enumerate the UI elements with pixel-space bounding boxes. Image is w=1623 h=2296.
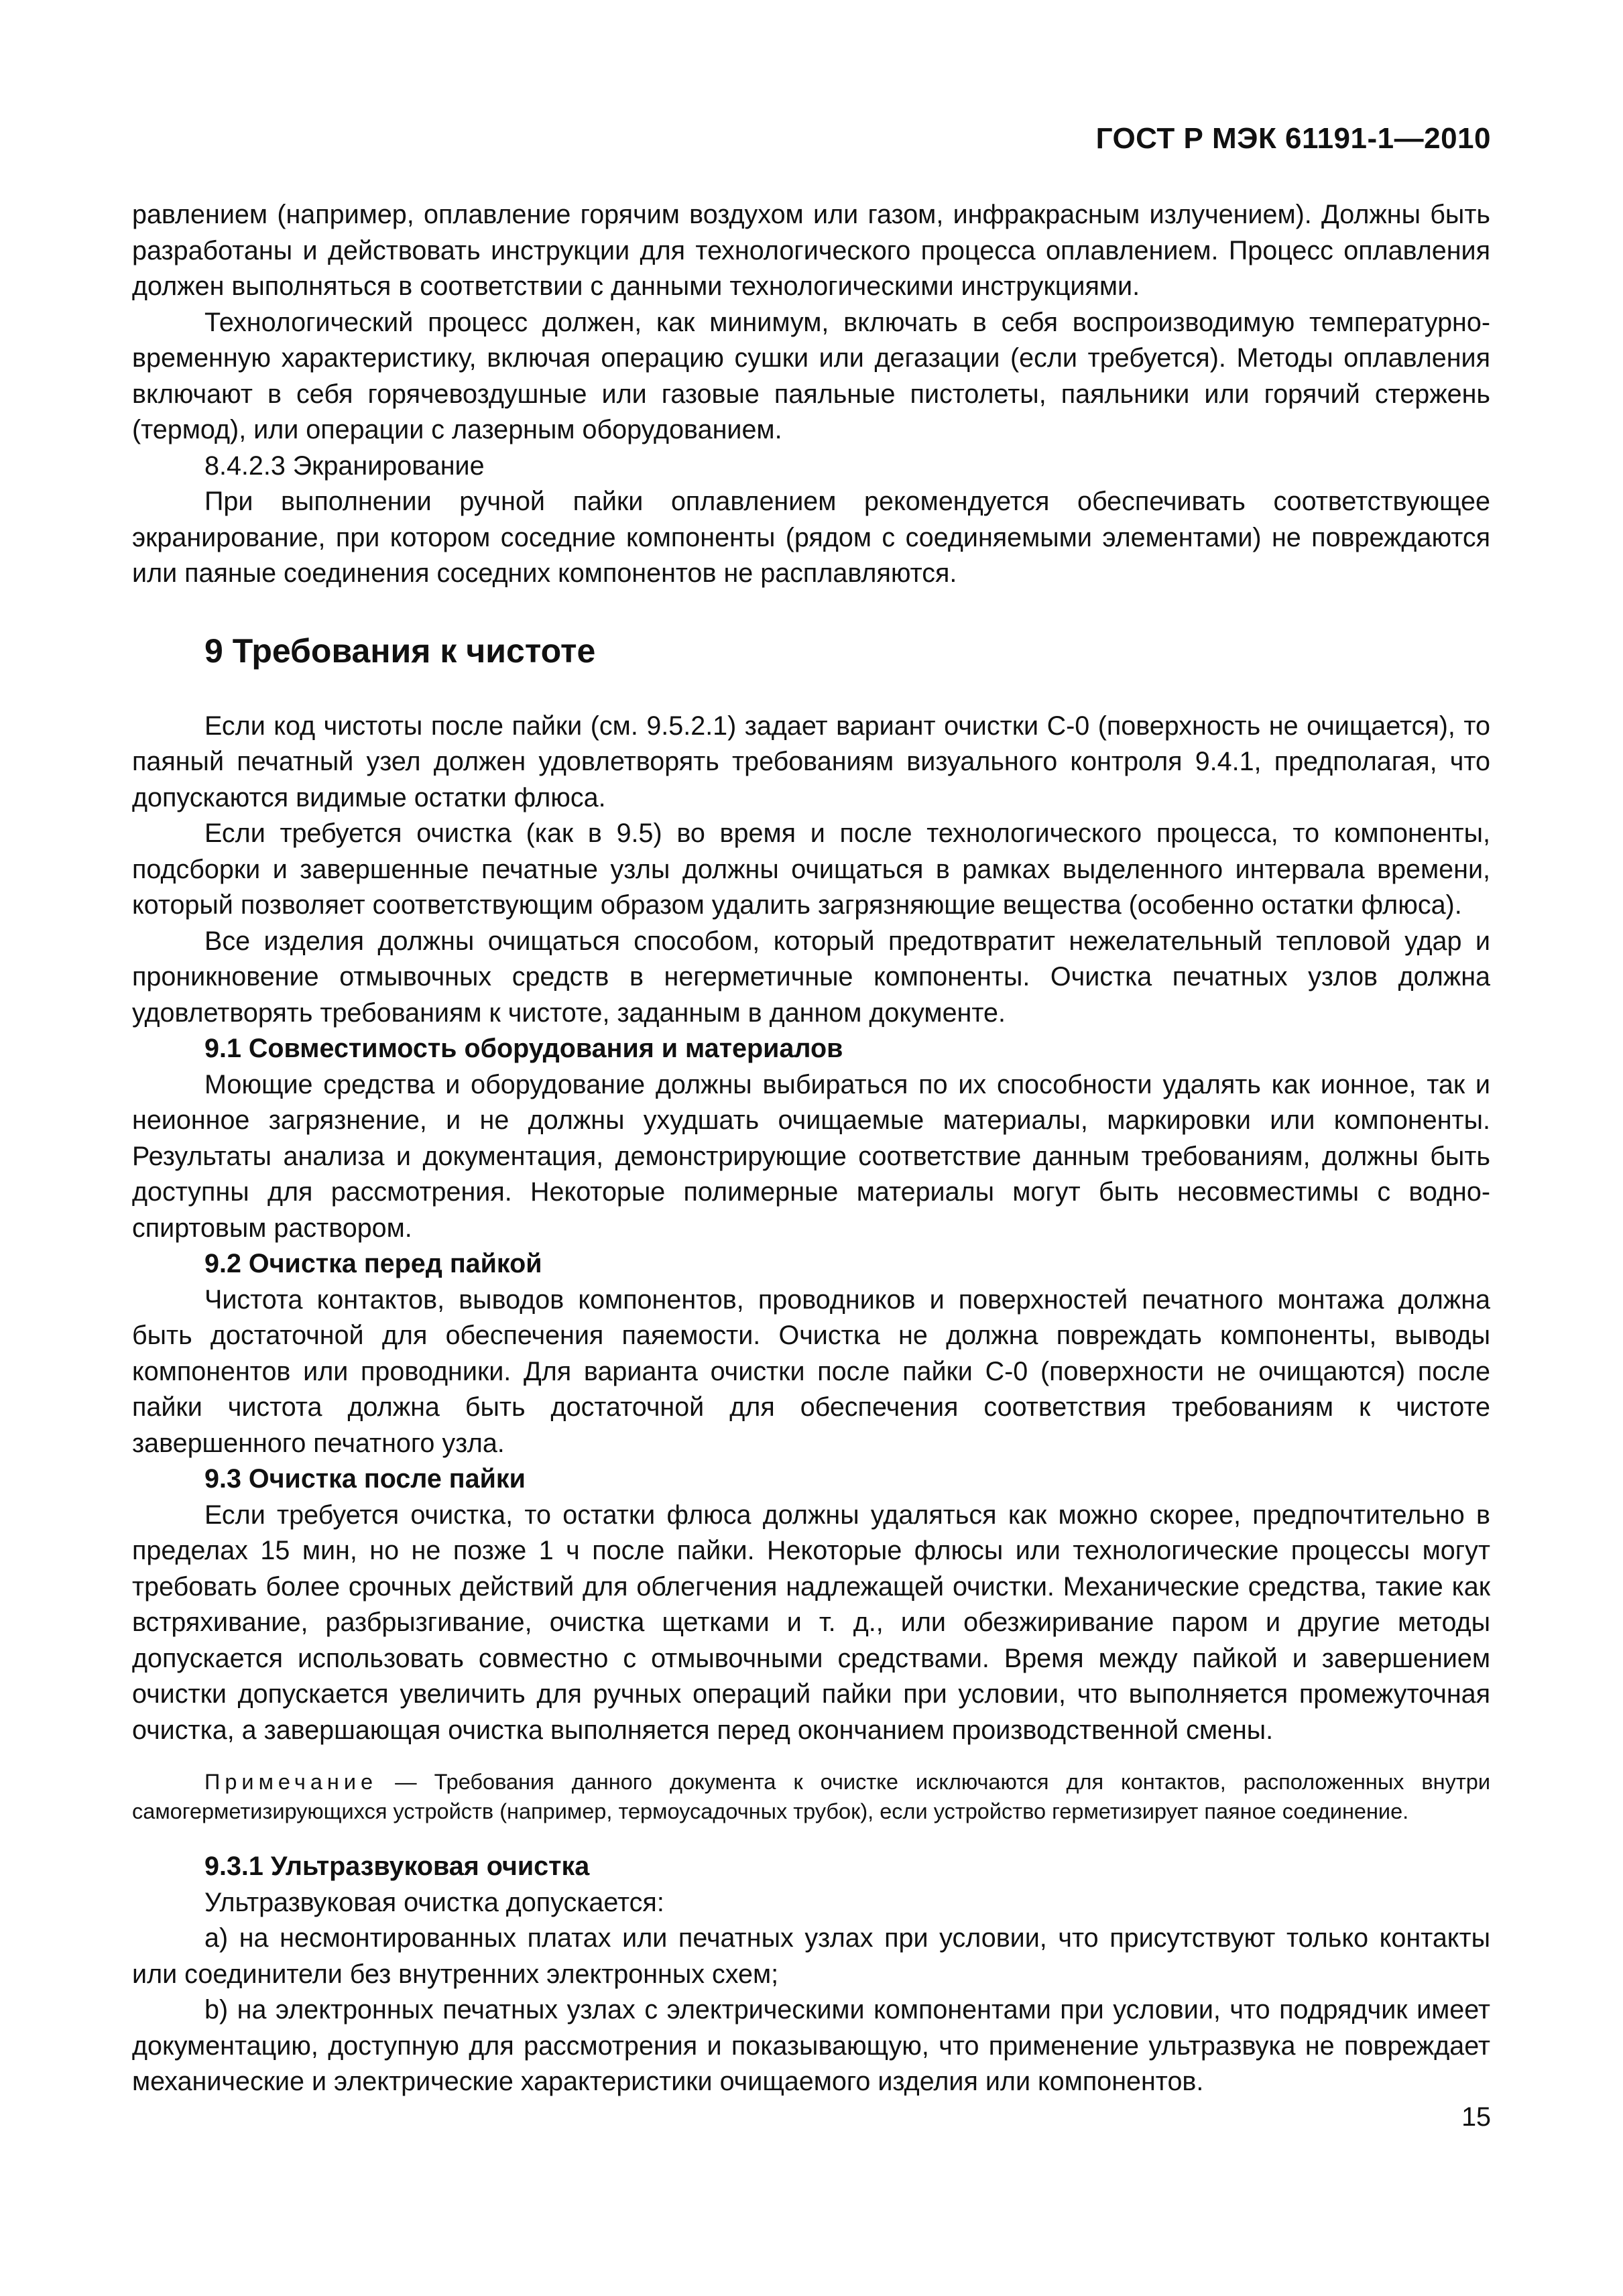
section-9-2-text: Чистота контактов, выводов компонентов, проводников и поверхностей печатного монтажа должна быть достаточной для обеспечения паяемости. Очистка не должна повреждать компоненты, выводы компонентов или проводники. Для варианта очистки после пайки С-0 (поверхности не очищаются) после пайки чистота должна быть достаточной для обеспечения соответствия требованиям к чистоте завершенного печатного узла. [132,1284,1490,1458]
paragraph-shielding: При выполнении ручной пайки оплавлением рекомендуется обеспечивать соответствующее экранирование, при котором соседние компоненты (рядом с соединяемыми элементами) не повреждаются или паяные соединения соседних компонентов не расплавляются. [132,487,1490,588]
standard-id-header: ГОСТ Р МЭК 61191-1—2010 [1095,122,1491,155]
section-9-3-heading: 9.3 Очистка после пайки [204,1464,526,1494]
section-9-3-1-item-a: а) на несмонтированных платах или печатных узлах при условии, что присутствуют только контакты или соединители без внутренних электронных схем; [132,1923,1490,1989]
section-9-paragraph-1: Если код чистоты после пайки (см. 9.5.2.1) задает вариант очистки С-0 (поверхность не очищается), то паяный печатный узел должен удовлетворять требованиям визуального контроля 9.4.1, предполагая, что допускаются видимые остатки флюса. [132,711,1490,812]
clause-8-4-2-3-title: 8.4.2.3 Экранирование [204,450,485,481]
section-9-3-1-item-b: b) на электронных печатных узлах с электрическими компонентами при условии, что подрядчик имеет документацию, доступную для рассмотрения и показывающую, что применение ультразвука не повреждает механические и электрические характеристики очищаемого изделия или компонентов. [132,1995,1490,2096]
section-9-1-text: Моющие средства и оборудование должны выбираться по их способности удалять как ионное, так и неионное загрязнение, и не должны ухудшать очищаемые материалы, маркировки или компоненты. Результаты анализа и документация, демонстрирующие соответствие данным требованиям, должны быть доступны для рассмотрения. Некоторые полимерные материалы могут быть несовместимы с водно-спиртовым раствором. [132,1069,1490,1243]
section-9-3-1-intro: Ультразвуковая очистка допускается: [204,1887,664,1917]
section-9-3-1-heading: 9.3.1 Ультразвуковая очистка [204,1852,590,1881]
paragraph-process-requirements: Технологический процесс должен, как минимум, включать в себя воспроизводимую температурно-временную характеристику, включая операцию сушки или дегазации (если требуется). Методы оплавления включают в себя горячевоздушные или газовые паяльные пистолеты, паяльники или горячий стержень (термод), или операции с лазерным оборудованием. [132,307,1490,444]
section-9-3-text: Если требуется очистка, то остатки флюса должны удаляться как можно скорее, предпочтительно в пределах 15 мин, но не позже 1 ч после пайки. Некоторые флюсы или технологические процессы могут требовать более срочных действий для облегчения надлежащей очистки. Механические средства, такие как встряхивание, разбрызгивание, очистка щетками и т. д., или обезжиривание паром и другие методы допускается использовать совместно с отмывочными средствами. Время между пайкой и завершением очистки допускается увеличить для ручных операций пайки при условии, что выполняется промежуточная очистка, а завершающая очистка выполняется перед окончанием производственной смены. [132,1500,1490,1745]
section-9-paragraph-3: Все изделия должны очищаться способом, который предотвратит нежелательный тепловой удар и проникновение отмывочных средств в негерметичные компоненты. Очистка печатных узлов должна удовлетворять требованиям к чистоте, заданным в данном документе. [132,926,1490,1028]
page-number: 15 [1461,2102,1491,2132]
paragraph-reflow-continuation: равлением (например, оплавление горячим воздухом или газом, инфракрасным излучением). Должны быть разработаны и действовать инструкции для технологического процесса оплавлением. Процесс оплавления должен выполняться в соответствии с данными технологическими инструкциями. [132,200,1490,301]
note-text: — Требования данного документа к очистке исключаются для контактов, расположенных внутри самогерметизирующихся устройств (например, термоусадочных трубок), если устройство герметизирует паяное соединение. [132,1770,1490,1823]
section-9-2-heading: 9.2 Очистка перед пайкой [204,1249,542,1278]
section-9-paragraph-2: Если требуется очистка (как в 9.5) во время и после технологического процесса, то компоненты, подсборки и завершенные печатные узлы должны очищаться в рамках выделенного интервала времени, который позволяет соответствующим образом удалить загрязняющие вещества (особенно остатки флюса). [132,819,1490,920]
page-body [132,197,1490,2100]
note-label: Примечание [204,1770,378,1794]
section-9-3-note [132,1767,1490,1826]
section-9-1-heading: 9.1 Совместимость оборудования и материалов [204,1034,843,1063]
section-9-heading: 9 Требования к чистоте [204,631,596,670]
